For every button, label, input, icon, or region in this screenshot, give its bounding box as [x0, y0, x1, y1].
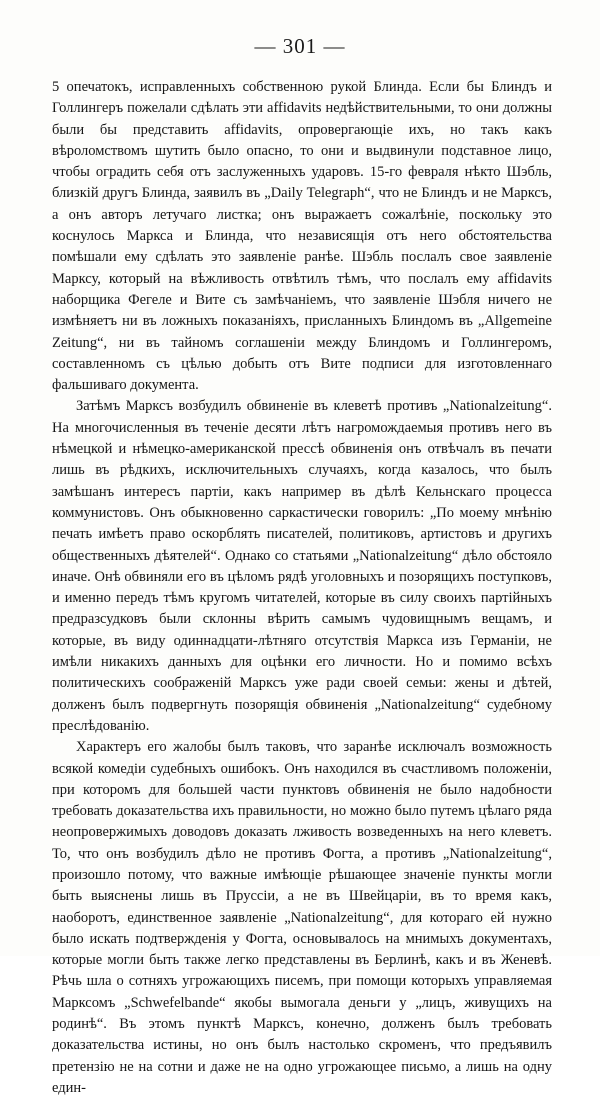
- text-body: [52, 77, 552, 1099]
- paragraph-1: 5 опечатокъ, исправленныхъ собственною рукой Блинда. Если бы Блиндъ и Голлингеръ пожелали сдѣлать эти affidavits недѣйствительными, то они должны были бы представить affidavits, опровергающіе ихъ, но такъ какъ вѣроломствомъ шутить было опасно, то они и выдвинули подставное лицо, чтобы оградить себя отъ заслуженныхъ ударовъ. 15-го февраля нѣкто Шэбль, близкій другъ Блинда, заявилъ въ „Daily Telegraph“, что не Блиндъ и не Марксъ, а онъ авторъ летучаго листка; онъ выражаетъ сожалѣніе, поскольку это коснулось Маркса и Блинда, что независящія отъ него обстоятельства помѣшали ему сдѣлать это заявленіе ранѣе. Шэбль послалъ свое заявленіе Марксу, который на вѣжливость отвѣтилъ тѣмъ, что послалъ ему affidavits наборщика Фегеле и Вите съ замѣчаніемъ, что заявленіе Шэбля ничего не измѣняетъ ни въ ложныхъ показаніяхъ, присланныхъ Блиндомъ въ „Allgemeine Zeitung“, ни въ тайномъ соглашеніи между Блиндомъ и Голлингеромъ, составленномъ съ цѣлью добыть отъ Вите подписи для изготовленнаго фальшиваго документа.: [52, 79, 552, 394]
- page-number: — 301 —: [254, 34, 346, 58]
- paragraph-2: Затѣмъ Марксъ возбудилъ обвиненіе въ клеветѣ противъ „Nationalzeitung“. На многочисленныя въ теченіе десяти лѣтъ нагромождаемыя противъ него въ нѣмецкой и нѣмецко-американской прессѣ обвиненія онъ отвѣчалъ въ печати лишь въ рѣдкихъ, исключительныхъ случаяхъ, когда казалось, что былъ замѣшанъ интересъ партіи, какъ например въ дѣлѣ Кельнскаго процесса коммунистовъ. Онъ обыкновенно саркастически говорилъ: „По моему мнѣнію печать имѣетъ право оскорблять писателей, политиковъ, артистовъ и другихъ общественныхъ дѣятелей“. Однако со статьями „Nationalzeitung“ дѣло обстояло иначе. Онѣ обвиняли его въ цѣломъ рядѣ уголовныхъ и позорящихъ поступковъ, и именно передъ тѣмъ кругомъ читателей, которые въ силу своихъ партійныхъ предразсудковъ были склонны вѣрить самымъ чудовищнымъ вещамъ, и которые, въ виду одиннадцати-лѣтняго отсутствія Маркса изъ Германіи, не имѣли никакихъ данныхъ для оцѣнки его личности. Но и помимо всѣхъ политическихъ соображеній Марксъ уже ради своей семьи: жены и дѣтей, долженъ былъ подвергнуть позорящія обвиненія „Nationalzeitung“ судебному преслѣдованію.: [52, 398, 552, 734]
- paragraph-3: Характеръ его жалобы былъ таковъ, что заранѣе исключалъ возможность всякой комедіи судебныхъ ошибокъ. Онъ находился въ счастливомъ положеніи, при которомъ для большей части пунктовъ обвиненія не было надобности требовать доказательства ихъ правильности, но можно было путемъ цѣлаго ряда неопровержимыхъ доводовъ доказать лживость возведенныхъ на него клеветъ. То, что онъ возбудилъ дѣло не противъ Фогта, а противъ „Nationalzeitung“, произошло потому, что важные имѣющіе рѣшающее значеніе пункты могли быть выяснены лишь въ Пруссіи, а не въ Швейцаріи, въ то время какъ, наоборотъ, единственное заявленіе „Nationalzeitung“, для котораго ей нужно было искать подтвержденія у Фогта, основывалось на мнимыхъ документахъ, которые могли быть также легко представлены въ Берлинѣ, какъ и въ Женевѣ. Рѣчь шла о сотняхъ угрожающихъ писемъ, при помощи которыхъ управляемая Марксомъ „Schwefelbande“ якобы вымогала деньги у „лицъ, живущихъ на родинѣ“. Въ этомъ пунктѣ Марксъ, конечно, долженъ былъ требовать доказательства истины, но онъ былъ настолько скроменъ, что предъявилъ претензію не на сотни и даже не на одно угрожающее письмо, а лишь на одну един-: [52, 739, 552, 1096]
